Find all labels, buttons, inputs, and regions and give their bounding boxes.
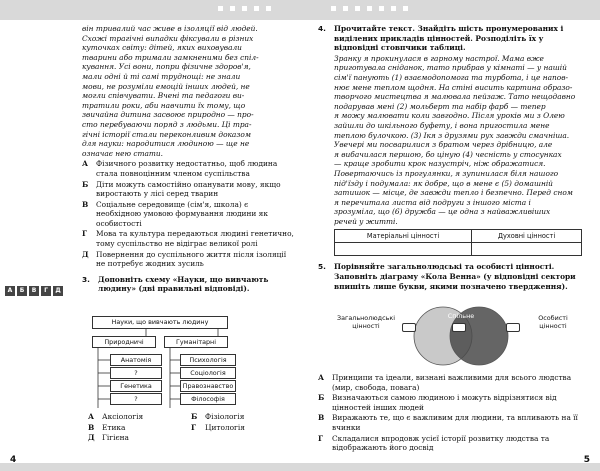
passage-line: він тривалий час живе в ізоляції від людей. (82, 24, 258, 33)
passage-line: сім'ї панують (1) взаємодопомога та турбота, і це напов- (334, 72, 569, 82)
passage-line: кування. Усі вони, попри фізичне здоров'я, (82, 62, 251, 72)
passage-line: тратили роки, аби навчити їх тому, що (82, 100, 246, 110)
passage-line: подарував мені (2) мольберт та набір фарб — тепер (334, 101, 546, 111)
right-page-column (318, 24, 580, 291)
option-letter: Б (82, 179, 89, 189)
q5-options (318, 372, 580, 453)
passage-line: теплою булочкою. (3) Ікя з друзями рух завжди смачніша. (334, 130, 570, 140)
venn-right-label (528, 314, 578, 330)
option-letter: Г (82, 229, 88, 239)
passage-line: тварини або тримали замкненими без спіл- (82, 52, 259, 62)
option-text: Складалися впродовж усієї історії розвитку людства та відображають його досвід (332, 433, 550, 453)
passage-line: — краще зробити крок назустріч, ніж ображатися. (334, 159, 546, 169)
passage-line: нює мене теплом щодня. На стіні висить картина образо- (334, 82, 573, 92)
answer-option[interactable] (82, 180, 294, 199)
option-text: Повернення до суспільного життя після ізоляції не потребує жодних зусиль (96, 249, 287, 269)
passage-line: затишок — місце, де завжди тепло і безпечно. Перед сном (334, 188, 573, 198)
passage-line: Повертаючись із прогулянки, я зупинилася біля нашого (334, 168, 559, 178)
bottom-decorative-band (0, 463, 600, 471)
option-letter: Б (318, 393, 325, 403)
answer-option[interactable] (82, 250, 294, 269)
scheme-blank-box[interactable]: ? (110, 393, 162, 405)
answer-option[interactable] (191, 423, 288, 433)
answer-format-badge (5, 286, 63, 296)
q4-passage (334, 54, 580, 227)
top-decorative-band (0, 0, 600, 20)
venn-middle-label: Спільне (447, 312, 475, 320)
option-letter: А (82, 159, 89, 169)
passage-line: означає нею стати. (82, 148, 164, 158)
option-text: Аксіологія (102, 412, 144, 421)
option-text: Визначаються самою людиною і можуть відрізнятися від цінностей інших людей (332, 393, 557, 412)
option-text: Фізичного розвитку недостатньо, щоб людина стала повноцінним членом суспільства (96, 159, 278, 178)
decor-square (391, 6, 396, 11)
venn-left-label (336, 314, 396, 330)
option-letter: В (318, 413, 325, 423)
passage-line: творчого мистецтва я малювала пейзаж. Тато нещодавно (334, 92, 576, 102)
option-letter: Б (191, 412, 198, 421)
decor-square (367, 6, 372, 11)
passage-line: я вибачилася першою, бо ціную (4) чесність у стосунках (334, 149, 562, 159)
answer-option[interactable] (318, 413, 580, 432)
passage-line: куточках світу: дітей, яких виховували (82, 43, 242, 53)
scheme-blank-box[interactable]: ? (110, 367, 162, 379)
answer-option[interactable] (88, 423, 185, 433)
option-text: Цитологія (205, 422, 245, 432)
passage-line: Увечері ми посварилися з братом через дрібницю, але (334, 140, 553, 150)
table-answer-cell[interactable] (472, 243, 582, 256)
scheme-natural-box: Природничі (92, 336, 156, 348)
option-letter: Д (82, 249, 89, 259)
question-number: 3. (82, 274, 90, 284)
decor-square (266, 6, 271, 11)
answer-option[interactable] (88, 412, 185, 422)
badge-letter: Г (41, 286, 51, 296)
question-4 (318, 24, 580, 53)
option-letter: В (82, 199, 89, 209)
decor-square (331, 6, 336, 11)
decor-square (403, 6, 408, 11)
decor-square (230, 6, 235, 11)
decor-square (218, 6, 223, 11)
option-text: Фізіологія (205, 412, 245, 421)
scheme-item-box: Психологія (180, 354, 236, 366)
passage-line: мали одні й ті самі труднощі: не знали (82, 71, 241, 81)
venn-middle-answer-box[interactable] (452, 323, 466, 332)
decor-square (355, 6, 360, 11)
scheme-item-box: Філософія (180, 393, 236, 405)
option-letter: А (88, 412, 95, 421)
q3-answers (88, 411, 288, 443)
answer-option[interactable] (82, 159, 294, 178)
decor-square (254, 6, 259, 11)
venn-right-answer-box[interactable] (506, 323, 520, 332)
question-text: Доповніть схему «Науки, що вивчають людину» (дві правильні відповіді). (98, 274, 269, 294)
passage-line: для науки: народитися людиною — ще не (82, 139, 250, 149)
venn-left-label-line: цінності (352, 322, 380, 330)
passage-line: зрозуміла, що (6) дружба — це одна з найважливіших (334, 207, 551, 217)
right-page-number: 5 (583, 455, 590, 465)
passage-line: Зранку я прокинулася в гарному настрої. Мама вже (334, 53, 544, 63)
option-text: Гігієна (102, 433, 129, 443)
passage-line: приготувала сніданок, тато прибрав у кімнаті — у нашій (334, 63, 567, 73)
passage-line: речей у житті. (334, 216, 398, 226)
question-5 (318, 262, 580, 291)
option-text: Діти можуть самостійно опанувати мову, якщо виростають у лісі серед тварин (96, 179, 281, 199)
table-header-spiritual: Духовні цінності (472, 230, 582, 243)
scheme-humanities-box: Гуманітарні (164, 336, 228, 348)
scheme-item-box: Правознавство (180, 380, 236, 392)
option-letter: Г (191, 422, 197, 432)
venn-right-label-line: Особисті (538, 314, 568, 322)
question-text: Порівняйте загальнолюдські та особисті цінності. Заповніть діаграму «Кола Венна» (у відповідні сектори впишіть лише букви, якими позначено твердження). (334, 262, 576, 291)
passage-line: я перечитала листа від подруги з іншого міста і (334, 197, 531, 207)
passage-line: мови, не розуміли емоцій інших людей, не (82, 81, 250, 91)
question-number: 5. (318, 262, 326, 272)
badge-letter: А (5, 286, 15, 296)
answer-option[interactable] (318, 393, 580, 412)
question-number: 4. (318, 24, 326, 33)
passage-line: гічні історії стали переконливим доказом (82, 129, 251, 139)
scheme-item-box: Анатомія (110, 354, 162, 366)
badge-letter: В (29, 286, 39, 296)
scheme-top-box: Науки, що вивчають людину (92, 316, 228, 329)
passage-line: зайшли до шкільного буфету, і вона пригостила мене (334, 120, 550, 130)
venn-right-label-line: цінності (539, 322, 567, 330)
decor-square (242, 6, 247, 11)
option-letter: Д (88, 433, 95, 443)
option-text: Принципи та ідеали, визнані важливими для всього людства (мир, свобода, повага) (332, 373, 572, 392)
venn-left-answer-box[interactable] (402, 323, 416, 332)
passage-line: під'їзду і подумала: як добре, що в мене є (5) домашній (334, 178, 553, 188)
intro-passage (82, 24, 294, 158)
question-3 (82, 275, 294, 294)
answer-option[interactable] (82, 229, 294, 248)
option-text: Виражають те, що є важливим для людини, та впливають на її вчинки (332, 413, 578, 432)
decor-square (343, 6, 348, 11)
left-page-number: 4 (10, 455, 17, 465)
passage-line: Схожі трагічні випадки фіксували в різних (82, 33, 254, 43)
option-text: Мова та культура передаються людині генетично, тому суспільство не відіграє великої ролі (96, 229, 294, 249)
option-text: Соціальне середовище (сім'я, школа) є необхідною умовою формування людини як особистості (96, 199, 268, 228)
answer-option[interactable] (191, 412, 288, 422)
badge-letter: Б (17, 286, 27, 296)
question-text: Прочитайте текст. Знайдіть шість пронумерованих і виділених прикладів цінностей. Розподіліть їх у відповідні стовпчики таблиці. (334, 24, 564, 53)
decor-square (379, 6, 384, 11)
passage-line: сто перебуваючи поряд з людьми. Ці тра- (82, 119, 252, 129)
left-page-column (82, 24, 294, 294)
passage-line: звичайна дитина засвоює природно — про- (82, 110, 254, 120)
table-answer-cell[interactable] (335, 243, 472, 256)
badge-letter: Д (53, 286, 63, 296)
passage-line: могли співчувати. Вчені та педагоги ви- (82, 91, 245, 101)
answer-option[interactable] (318, 434, 580, 453)
passage-line: я можу малювати коли завгодно. Після уроків ми з Олею (334, 111, 565, 121)
values-table (334, 229, 582, 256)
answer-option[interactable] (88, 433, 185, 443)
scheme-item-box: Соціологія (180, 367, 236, 379)
answer-option[interactable] (82, 200, 294, 229)
answer-option[interactable] (318, 373, 580, 392)
option-letter: А (318, 373, 325, 382)
scheme-item-box: Генетика (110, 380, 162, 392)
table-header-material: Матеріальні цінності (335, 230, 472, 243)
option-text: Етика (102, 422, 126, 432)
venn-left-label-line: Загальнолюдські (336, 314, 396, 322)
option-letter: Г (318, 433, 324, 443)
option-letter: В (88, 422, 95, 432)
